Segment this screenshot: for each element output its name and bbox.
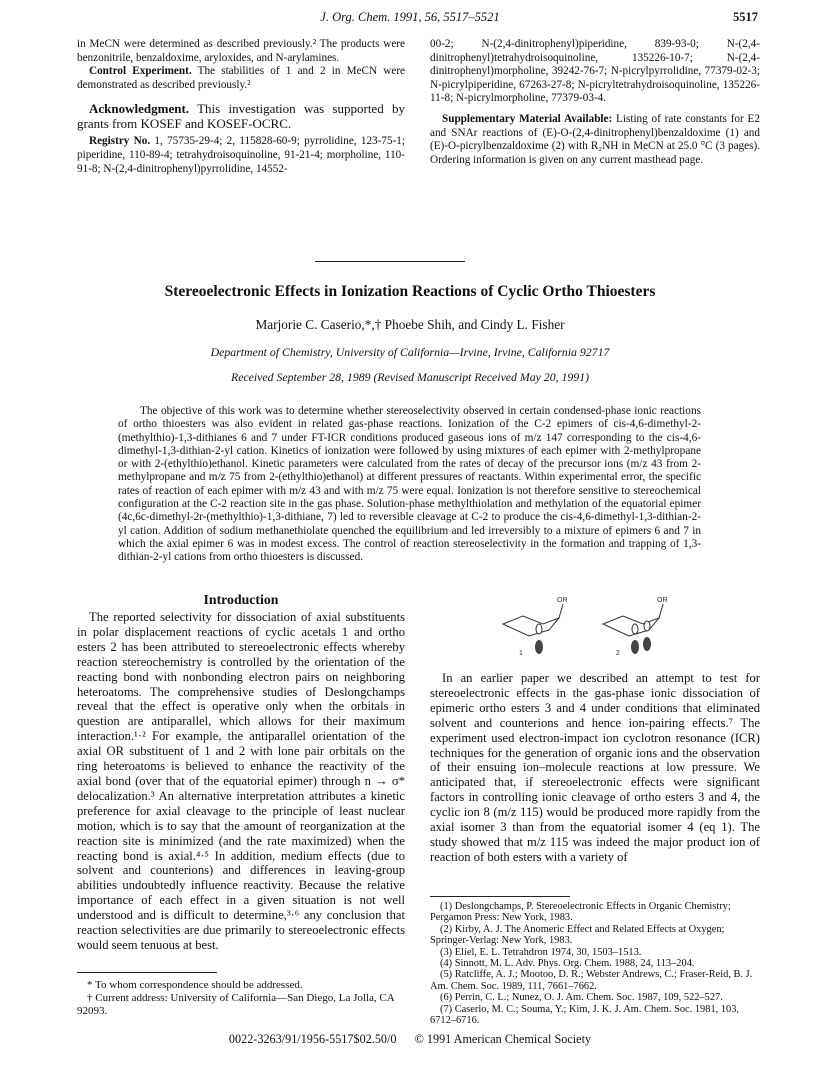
article-code: 0022-3263/91/1956-5517$02.50/0 (228, 1032, 397, 1046)
references-list (430, 901, 760, 1026)
references-rule (430, 896, 570, 897)
introduction-text: The reported selectivity for dissociation of axial substituents in polar displacement reactions of cyclic acetals 1 and ortho esters 2 has been attributed to stereoelectronic effects whereby reaction stereochemistry is controlled by the orientation of the reacting bond with nonbonding electron pairs on neighboring heteroatoms. The comprehensive studies of Deslongchamps reveal that the effect is operative only when the orbitals in question are antiparallel, which allows for their maximum interaction.¹·² For example, the antiparallel orientation of the axial OR substituent of 1 and 2 with lone pair orbitals on the ring heteroatoms is believed to enhance the reactivity of the axial bond (over that of the equatorial epimer) through n → σ* delocalization.³ An alternative interpretation attributes a kinetic preference for axial cleavage to the principle of least nuclear motion, which is to say that the amount of reorganization at the reaction site is minimized (and the rate maximized) when the reacting bond is axial.⁴·⁵ In addition, medium effects (due to solvent and counterions) and differences in leaving-group abilities undoubtedly influence reactivity. Because the relative importance of each effect in a given situation is not well understood and is difficult to determine,³·⁶ any conclusion that reaction selectivities are due primarily to stereoelectronic effects would seem tenuous at best. (77, 610, 405, 952)
reference-item: (2) Kirby, A. J. The Anomeric Effect and Related Effects at Oxygen; Springer-Verlag: New York, 1983. (430, 923, 725, 947)
acknowledgment-paragraph (77, 101, 405, 131)
author-footnotes (77, 979, 405, 1017)
structure-2-or-label: OR (657, 597, 668, 604)
copyright: © 1991 American Chemical Society (414, 1032, 592, 1046)
structure-figure (495, 592, 695, 662)
abstract: The objective of this work was to determine whether stereoselectivity observed in certain condensed-phase ionic reactions of ortho thioesters was also evident in related gas-phase reactions. Ionization of the C-2 epimers of cis-4,6-dimethyl-2-(methylthio)-1,3-dithianes 6 and 7 under FT-ICR conditions produced gaseous ions of m/z 147 corresponding to the cis-4,6-dimethyl-1,3-dithian-2-yl cation. Kinetics of ionization were followed by using mixtures of each epimer with 2-methylpropane or with 2-(ethylthio)ethanol. Kinetic parameters were calculated from the rates of decay of the precursor ions (m/z 43 from 2-methylpropane and m/z 75 from 2-(ethylthio)ethanol) at different pressures of reactants. Within experimental error, the specific rates of reaction of each epimer with m/z 43 and with m/z 75 were equal. Ionization is not therefore sensitive to stereochemical configuration at the C-2 reaction site in the gas phase. Solution-phase methylthiolation and methylation of the equatorial epimer (4c,6c-dimethyl-2r-(methylthio)-1,3-dithiane, 7) led to reversible cleavage at C-2 to produce the cis-4,6-dimethyl-1,3-dithian-2-yl cation. Addition of sodium methanethiolate quenched the equilibrium and led irreversibly to a mixture of epimers 6 and 7 in which the axial epimer 6 was in modest excess. The control of reaction stereoselectivity in the formation and trapping of 1,3-dithian-2-yl cations from ortho thioesters is discussed. (118, 405, 701, 564)
prev-article-paragraph: in MeCN were determined as described previously.² The products were benzonitrile, benzaldoxime, aryloxides, and N-arylamines. (77, 38, 405, 64)
reference-item: (6) Perrin, C. L.; Nunez, O. J. Am. Chem. Soc. 1987, 109, 522–527. (440, 992, 723, 1004)
acknowledgment-heading: Acknowledgment. (89, 101, 190, 117)
structure-1 (503, 604, 563, 654)
reference-item: (4) Sinnott, M. L. Adv. Phys. Org. Chem. 1988, 24, 113–204. (440, 958, 695, 970)
structure-1-or-label: OR (557, 597, 568, 604)
structure-2 (603, 604, 663, 654)
reference-item: (1) Deslongchamps, P. Stereoelectronic Effects in Organic Chemistry; Pergamon Press: New York, 1983. (430, 901, 731, 924)
introduction-heading: Introduction (203, 592, 279, 607)
footnote-rule (77, 972, 217, 973)
structure-2-number: 2 (616, 650, 620, 657)
registry-text: 1, 75735-29-4; 2, 115828-60-9; pyrrolidine, 123-75-1; piperidine, 110-89-4; tetrahydroisoquinoline, 91-21-4; morpholine, 110-91-8; N-(2,4-dinitrophenyl)pyrrolidine, 14552- (77, 135, 405, 175)
correspondence-footnote: * To whom correspondence should be addressed. (87, 979, 303, 991)
prev-article-right-column (430, 38, 760, 167)
current-address-footnote: † Current address: University of California—San Diego, La Jolla, CA 92093. (77, 991, 395, 1017)
article-separator (315, 261, 465, 262)
reference-item: (3) Eliel, E. L. Tetrahdron 1974, 30, 1503–1513. (440, 946, 642, 958)
supplementary-text: Listing of rate constants for E2 and SNAr reactions of (E)-O-(2,4-dinitrophenyl)benzaldoxime (1) and (E)-O-picrylbenzaldoxime (2) with R₂NH in MeCN at 25.0 °C (3 pages). Ordering information is given on any current masthead page. (430, 112, 760, 166)
registry-continued: 00-2; N-(2,4-dinitrophenyl)piperidine, 839-93-0; N-(2,4-dinitrophenyl)tetrahydroisoquinoline, 135226-10-7; N-(2,4-dinitrophenyl)morpholine, 39242-76-7; N-picrylpyrrolidine, 77379-02-3; N-picrylpiperidine, 67263-27-8; N-picryltetrahydroisoquinoline, 135226-11-8; N-picrylmorpholine, 77379-03-4. (430, 38, 760, 105)
reference-item: (5) Ratcliffe, A. J.; Mootoo, D. R.; Webster Andrews, C.; Fraser-Reid, B. J. Am. Chem. Soc. 1989, 111, 7661–7662. (430, 969, 753, 992)
page-footer (0, 1032, 820, 1047)
right-column-body: In an earlier paper we described an attempt to test for stereoelectronic effects in the gas-phase ionic dissociation of epimeric ortho esters 3 and 4 under conditions that eliminated solvent and counterions and hence ion-pairing effects.⁷ The experiment used electron-impact ion cyclotron resonance (ICR) techniques for the generation of organic ions and the observation of their ensuing ion–molecule reactions at low pressure. We anticipated that, if stereoelectronic effects were significant factors in controlling ionic cleavage of ortho esters 3 and 4, the cyclic ion 8 (m/z 115) would be produced more rapidly from the axial isomer 3 than from the equatorial isomer 4 (eq 1). The study showed that m/z 115 was indeed the major product ion of reaction of both esters with a variety of (430, 671, 760, 864)
article-title: Stereoelectronic Effects in Ionization Reactions of Cyclic Ortho Thioesters (164, 283, 656, 300)
control-experiment-heading: Control Experiment. (89, 65, 192, 78)
journal-header: J. Org. Chem. 1991, 56, 5517–5521 (320, 10, 500, 24)
registry-heading: Registry No. (89, 135, 151, 148)
registry-paragraph (77, 135, 405, 176)
article-received: Received September 28, 1989 (Revised Manuscript Received May 20, 1991) (230, 370, 590, 384)
supplementary-paragraph (430, 113, 760, 167)
acknowledgment-text: This investigation was supported by grants from KOSEF and KOSEF-OCRC. (77, 101, 405, 132)
article-authors: Marjorie C. Caserio,*,† Phoebe Shih, and Cindy L. Fisher (255, 317, 565, 332)
reference-item: (7) Caserio, M. C.; Souma, Y.; Kim, J. K. J. Am. Chem. Soc. 1981, 103, 6712–6716. (430, 1003, 740, 1027)
structure-1-number: 1 (519, 650, 523, 657)
control-experiment-paragraph (77, 65, 405, 92)
control-experiment-text: The stabilities of 1 and 2 in MeCN were demonstrated as described previously.² (77, 65, 406, 91)
article-affiliation: Department of Chemistry, University of California—Irvine, Irvine, California 92717 (210, 345, 610, 359)
supplementary-heading: Supplementary Material Available: (442, 112, 613, 125)
page-number: 5517 (733, 10, 758, 24)
prev-article-left-column (77, 38, 405, 176)
